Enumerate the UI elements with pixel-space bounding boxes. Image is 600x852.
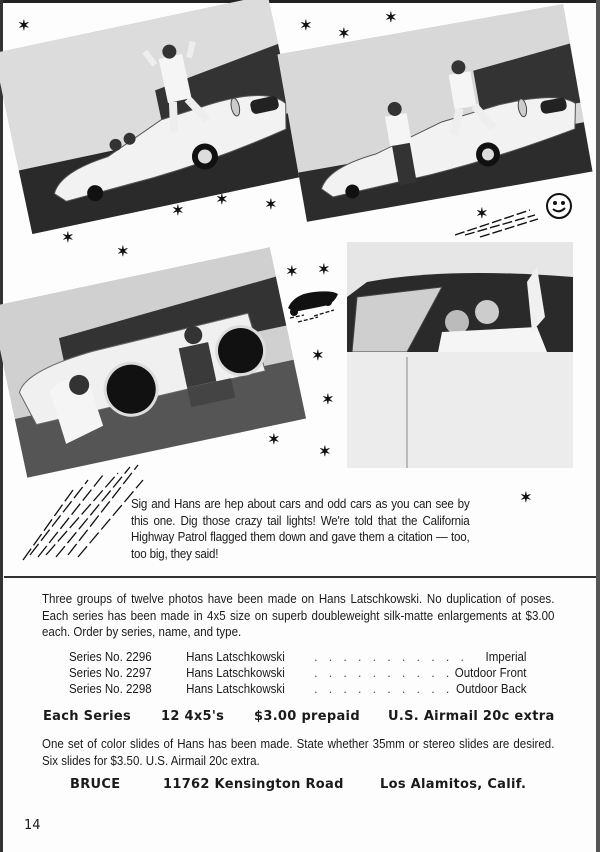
series-row xyxy=(69,682,527,699)
star-icon: ✶ xyxy=(385,9,397,25)
series-number: Series No. 2296 xyxy=(69,650,152,664)
star-icon: ✶ xyxy=(62,229,74,245)
star-icon: ✶ xyxy=(286,263,298,279)
photo-tail-lights xyxy=(0,247,306,477)
series-dots: . . . . . . . . . . xyxy=(314,682,454,696)
star-icon: ✶ xyxy=(216,191,228,207)
pricing-each-series: Each Series xyxy=(43,709,132,724)
series-number: Series No. 2298 xyxy=(69,682,152,696)
series-type: Outdoor Front xyxy=(454,666,527,680)
page-edge-right xyxy=(596,0,600,852)
star-icon: ✶ xyxy=(318,261,330,277)
series-name: Hans Latschkowski xyxy=(186,650,285,664)
star-icon: ✶ xyxy=(300,17,312,33)
address-city: Los Alamitos, Calif. xyxy=(380,777,527,792)
address-street: 11762 Kensington Road xyxy=(163,777,344,792)
speed-lines-icon xyxy=(450,205,540,240)
series-type: Outdoor Back xyxy=(456,682,527,696)
series-row xyxy=(69,666,527,683)
streak-lines-icon xyxy=(18,455,148,565)
cartoon-car-icon xyxy=(284,286,342,326)
star-icon: ✶ xyxy=(265,196,277,212)
star-icon: ✶ xyxy=(312,347,324,363)
photo-car-flexing xyxy=(0,0,306,234)
section-divider xyxy=(4,576,596,578)
series-dots: . . . . . . . . . . xyxy=(314,666,454,680)
star-icon: ✶ xyxy=(117,243,129,259)
series-dots: . . . . . . . . . . . xyxy=(314,650,468,664)
series-name: Hans Latschkowski xyxy=(186,682,285,696)
photo-men-in-car xyxy=(347,242,573,468)
page-edge-top xyxy=(0,0,600,3)
pricing-price: $3.00 prepaid xyxy=(254,709,360,724)
star-icon: ✶ xyxy=(18,17,30,33)
star-icon: ✶ xyxy=(338,25,350,41)
star-icon: ✶ xyxy=(322,391,334,407)
series-type: Imperial xyxy=(485,650,527,664)
pricing-count: 12 4x5's xyxy=(161,709,225,724)
intro-paragraph: Three groups of twelve photos have been made on Hans Latschkowski. No duplication of poses. Each series has been made in 4x5 size on superb doubleweight silk-matte enlargements at $3.00 each. Order by series, name, and type. xyxy=(42,592,555,639)
star-icon: ✶ xyxy=(319,443,331,459)
slides-paragraph: One set of color slides of Hans has been made. State whether 35mm or stereo slides are desired. Six slides for $3.50. U.S. Airmail 20c extra. xyxy=(42,737,555,768)
star-icon: ✶ xyxy=(172,202,184,218)
series-name: Hans Latschkowski xyxy=(186,666,285,680)
page-number: 14 xyxy=(24,818,41,833)
star-icon: ✶ xyxy=(476,205,488,221)
page-edge-left xyxy=(0,0,3,852)
star-icon: ✶ xyxy=(520,489,532,505)
series-number: Series No. 2297 xyxy=(69,666,152,680)
photo-car-two-men xyxy=(277,4,592,222)
photo-caption: Sig and Hans are hep about cars and odd cars as you can see by this one. Dig those crazy tail lights! We're told that the California Highway Patrol flagged them down and gave them a citation — too, too big, they said! xyxy=(131,497,470,561)
star-icon: ✶ xyxy=(268,431,280,447)
address-name: BRUCE xyxy=(70,777,121,792)
pricing-airmail: U.S. Airmail 20c extra xyxy=(388,709,555,724)
cartoon-face-icon xyxy=(545,192,573,220)
series-row xyxy=(69,650,527,667)
